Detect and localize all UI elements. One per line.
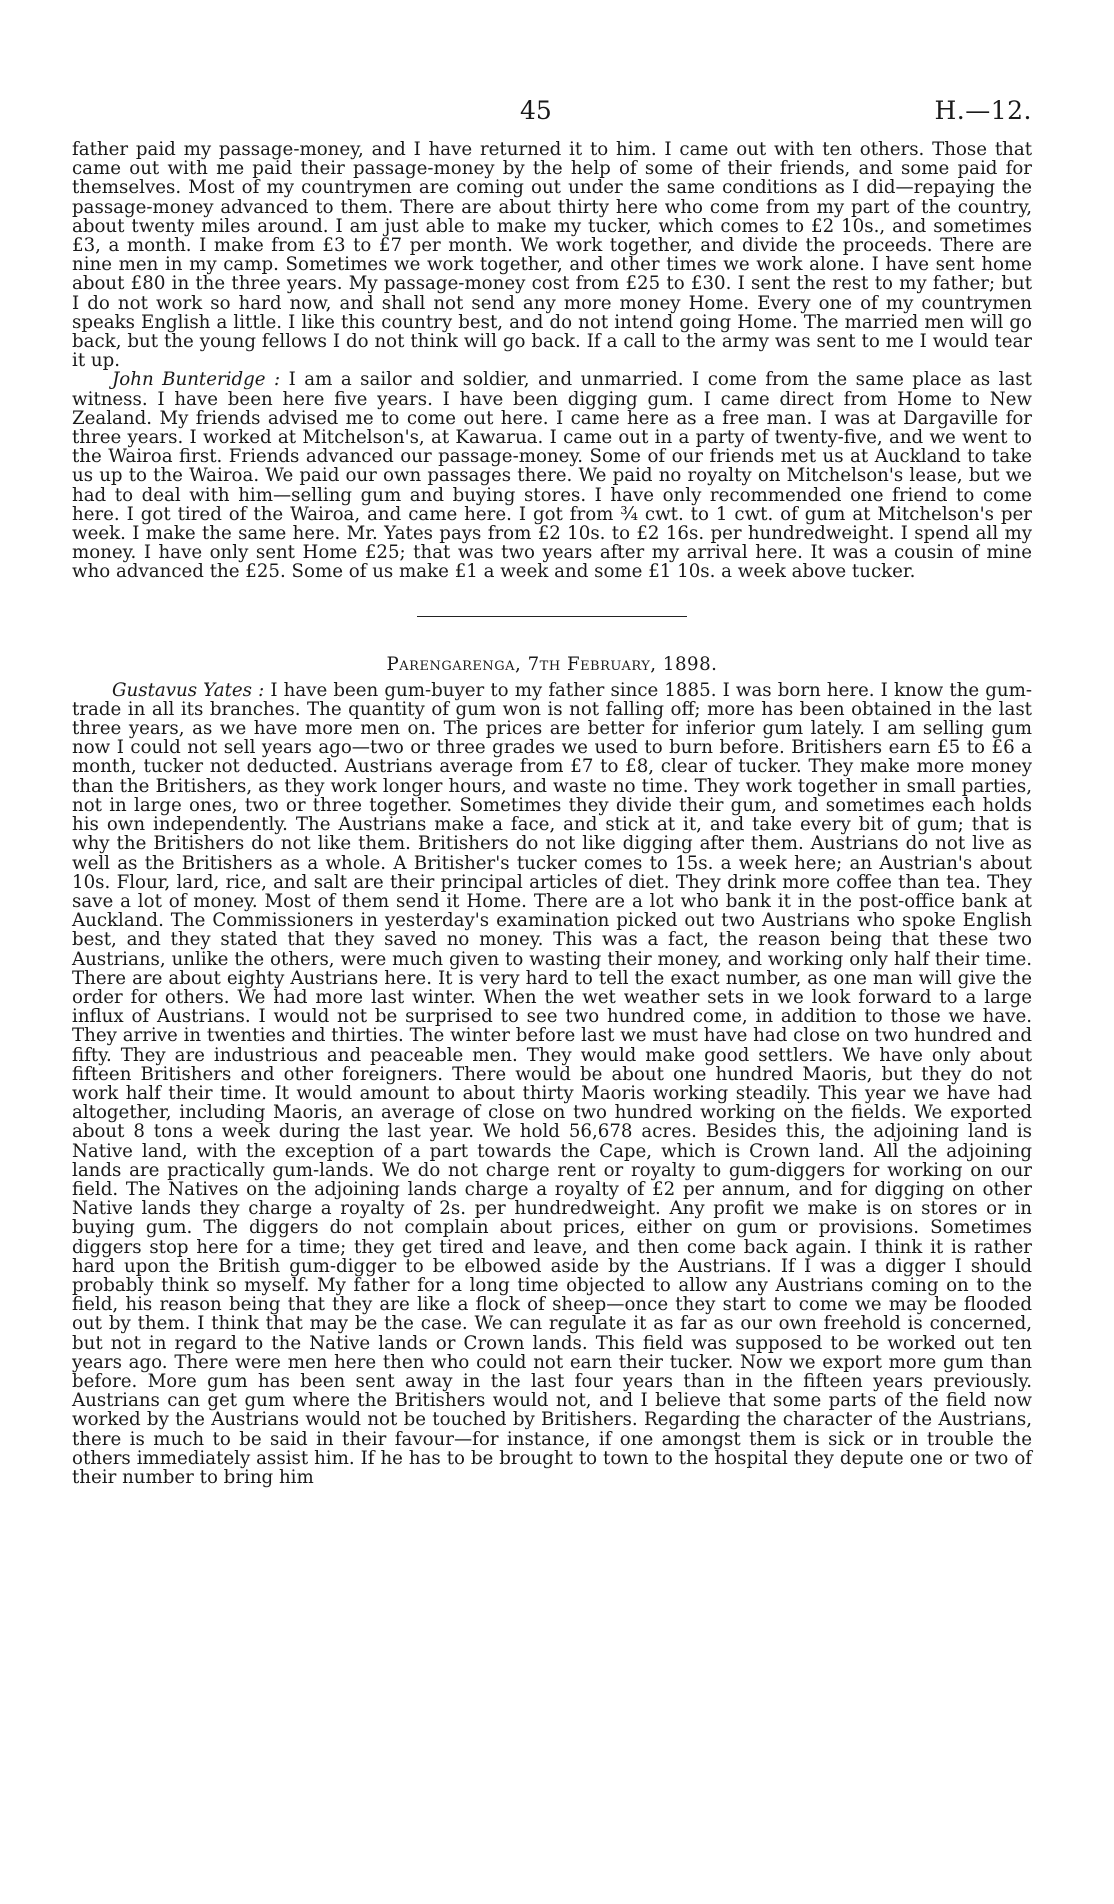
paragraph-yates-testimony (72, 681, 1032, 1488)
paragraph-bunteridge-testimony (72, 370, 1032, 581)
page-number: 45 (520, 96, 552, 125)
body-text (72, 140, 1032, 1487)
paragraph-continued-testimony: father paid my passage-money, and I have returned it to him. I came out with ten others. Those that came out with me paid their passage-money by the help of some of their friends, and some paid for themselves. Most of my countrymen are coming out under the same conditions as I did—repaying the passage-money advanced to them. There are about thirty here who come from my part of the country, about twenty miles around. I am just able to make my tucker, which comes to £2 10s., and sometimes £3, a month. I make from £3 to £7 per month. We work together, and divide the proceeds. There are nine men in my camp. Sometimes we work together, and other times we work alone. I have sent home about £80 in the three years. My passage-money cost from £25 to £30. I sent the rest to my father; but I do not work so hard now, and shall not send any more money Home. Every one of my countrymen speaks English a little. I like this country best, and do not intend going Home. The married men will go back, but the young fellows I do not think will go back. If a call to the army was sent to me I would tear it up. (72, 139, 1032, 372)
document-reference: H.—12. (934, 96, 1032, 125)
speaker-name: Gustavus Yates : (112, 679, 265, 701)
speaker-name: John Bunteridge : (112, 369, 281, 391)
testimony-text: I have been gum-buyer to my father since 1885. I was born here. I know the gum-trade in all its branches. The quantity of gum won is not falling off; more has been obtained in the last three years, as we have more men on. The prices are better for inferior gum lately. I am selling gum now I could not sell years ago—two or three grades we used to burn before. Britishers earn £5 to £6 a month, tucker not deducted. Austrians average from £7 to £8, clear of tucker. They make more money than the Britishers, as they work longer hours, and waste no time. They work together in small parties, not in large ones, two or three together. Sometimes they divide their gum, and sometimes each holds his own independently. The Austrians make a face, and stick at it, and take every bit of gum; that is why the Britishers do not like them. Britishers do not like digging after them. Austrians do not live as well as the Britishers as a whole. A Britisher's tucker comes to 15s. a week here; an Austrian's about 10s. Flour, lard, rice, and salt are their principal articles of diet. They drink more coffee than tea. They save a lot of money. Most of them send it Home. There are a lot who bank it in the post-office bank at Auckland. The Commissioners in yesterday's examination picked out two Austrians who spoke English best, and they stated that they saved no money. This was a fact, the reason being that these two Austrians, unlike the others, were much given to wasting their money, and working only half their time. There are about eighty Austrians here. It is very hard to tell the exact number, as one man will give the order for others. We had more last winter. When the wet weather sets in we look forward to a large influx of Austrians. I would not be surprised to see two hundred come, in addition to those we have. They arrive in twenties and thirties. The winter before last we must have had close on two hundred and fifty. They are industrious and peaceable men. They would make good settlers. We have only about fifteen Britishers and other foreigners. There would be about one hundred Maoris, but they do not work half their time. It would amount to about thirty Maoris working steadily. This year we have had altogether, including Maoris, an average of close on two hundred working on the fields. We exported about 8 tons a week during the last year. We hold 56,678 acres. Besides this, the adjoining land is Native land, with the exception of a part towards the Cape, which is Crown land. All the adjoining lands are practically gum-lands. We do not charge rent or royalty to gum-diggers for working on our field. The Natives on the adjoining lands charge a royalty of £2 per annum, and for digging on other Native lands they charge a royalty of 2s. per hundredweight. Any profit we make is on stores or in buying gum. The diggers do not complain about prices, either on gum or provisions. Sometimes diggers stop here for a time; they get tired and leave, and then come back again. I think it is rather hard upon the British gum-digger to be elbowed aside by the Austrians. If I was a digger I should probably think so myself. My father for a long time objected to allow any Austrians coming on to the field, his reason being that they are like a flock of sheep—once they start to come we may be flooded out by them. I think that may be the case. We can regulate it as far as our own freehold is concerned, but not in regard to the Native lands or Crown lands. This field was supposed to be worked out ten years ago. There were men here then who could not earn their tucker. Now we export more gum than before. More gum has been sent away in the last four years than in the fifteen years previously. Austrians can get gum where the Britishers would not, and I believe that some parts of the field now worked by the Austrians would not be touched by Britishers. Regarding the character of the Austrians, there is much to be said in their favour—for instance, if one amongst them is sick or in trouble the others immediately assist him. If he has to be brought to town to the hospital they depute one or two of their number to bring him (72, 679, 1032, 1488)
document-page (72, 96, 1032, 1487)
testimony-text: I am a sailor and soldier, and unmarried. I come from the same place as last witness. I have been here five years. I have been digging gum. I came direct from Home to New Zealand. My friends advised me to come out here. I came here as a free man. I was at Dargaville for three years. I worked at Mitchelson's, at Kawarua. I came out in a party of twenty-five, and we went to the Wairoa first. Friends advanced our passage-money. Some of our friends met us at Auckland to take us up to the Wairoa. We paid our own passages there. We paid no royalty on Mitchelson's lease, but we had to deal with him—selling gum and buying stores. I have only recommended one friend to come here. I got tired of the Wairoa, and came here. I got from ¾ cwt. to 1 cwt. of gum at Mitchelson's per week. I make the same here. Mr. Yates pays from £2 10s. to £2 16s. per hundredweight. I spend all my money. I have only sent Home £25; that was two years after my arrival here. It was a cousin of mine who advanced the £25. Some of us make £1 a week and some £1 10s. a week above tucker. (72, 369, 1032, 583)
section-divider (417, 616, 687, 617)
section-heading: Parengarenga, 7th February, 1898. (386, 653, 718, 675)
page-header (72, 96, 1032, 140)
